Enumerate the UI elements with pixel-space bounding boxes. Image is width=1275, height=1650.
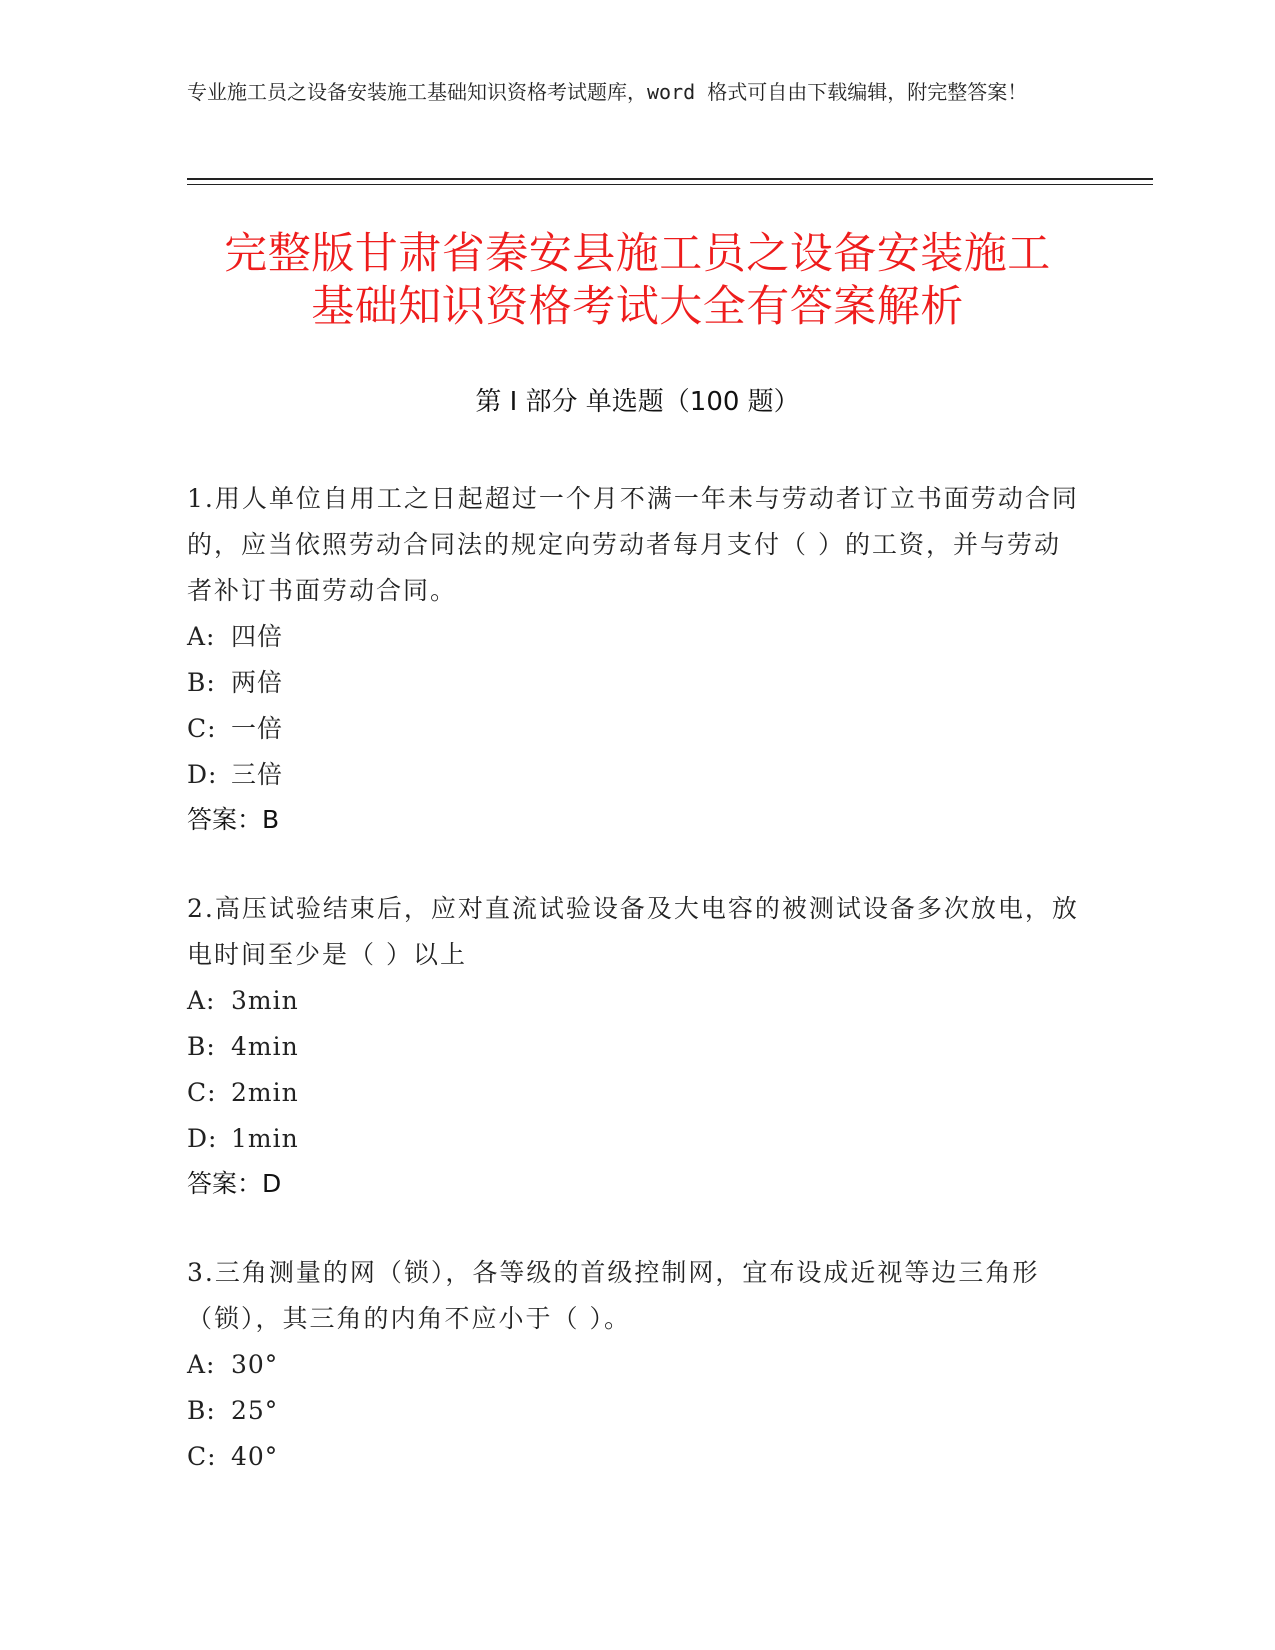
option-letter: A: [187, 986, 216, 1015]
option-a [187, 978, 1087, 1024]
question-3 [187, 1250, 1087, 1480]
option-d [187, 1116, 1087, 1162]
document-title [150, 228, 1125, 334]
option-letter: C: [187, 714, 217, 743]
option-a [187, 1342, 1087, 1388]
option-letter: B: [187, 668, 216, 697]
option-a [187, 614, 1087, 660]
option-text: 2min [231, 1078, 299, 1107]
question-stem: 3.三角测量的网（锁），各等级的首级控制网，宜布设成近视等边三角形（锁），其三角的内角不应小于（ ）。 [187, 1258, 1040, 1333]
question-list [187, 476, 1087, 1524]
question-2 [187, 886, 1087, 1206]
option-text: 30° [231, 1350, 279, 1379]
option-b [187, 660, 1087, 706]
header-divider-thick [187, 178, 1153, 180]
option-letter: A: [187, 622, 216, 651]
option-text: 三倍 [231, 760, 284, 789]
question-1 [187, 476, 1087, 842]
option-b [187, 1024, 1087, 1070]
option-letter: B: [187, 1032, 216, 1061]
option-c [187, 1434, 1087, 1480]
option-letter: B: [187, 1396, 216, 1425]
option-text: 4min [231, 1032, 299, 1061]
question-stem: 2.高压试验结束后，应对直流试验设备及大电容的被测试设备多次放电，放电时间至少是（ ）以上 [187, 894, 1079, 969]
header-divider-thin [187, 184, 1153, 185]
option-c [187, 1070, 1087, 1116]
document-title-line-2: 基础知识资格考试大全有答案解析 [311, 282, 964, 332]
option-text: 两倍 [231, 668, 284, 697]
option-text: 40° [231, 1442, 279, 1471]
document-title-line-1: 完整版甘肃省秦安县施工员之设备安装施工 [224, 229, 1051, 279]
option-letter: C: [187, 1078, 217, 1107]
header-note: 专业施工员之设备安装施工基础知识资格考试题库，word 格式可自由下载编辑，附完整答案！ [187, 80, 1028, 104]
option-text: 3min [231, 986, 299, 1015]
option-text: 四倍 [231, 622, 284, 651]
section-heading: 第 I 部分 单选题（100 题） [475, 387, 800, 417]
option-text: 一倍 [231, 714, 284, 743]
option-letter: D: [187, 1124, 218, 1153]
option-c [187, 706, 1087, 752]
option-text: 25° [231, 1396, 279, 1425]
option-letter: D: [187, 760, 218, 789]
answer-line: 答案：B [187, 805, 280, 834]
option-letter: A: [187, 1350, 216, 1379]
option-d [187, 752, 1087, 798]
question-stem: 1.用人单位自用工之日起超过一个月不满一年未与劳动者订立书面劳动合同的，应当依照劳动合同法的规定向劳动者每月支付（ ）的工资，并与劳动者补订书面劳动合同。 [187, 484, 1079, 605]
option-letter: C: [187, 1442, 217, 1471]
option-text: 1min [231, 1124, 299, 1153]
option-b [187, 1388, 1087, 1434]
answer-line: 答案：D [187, 1169, 282, 1198]
